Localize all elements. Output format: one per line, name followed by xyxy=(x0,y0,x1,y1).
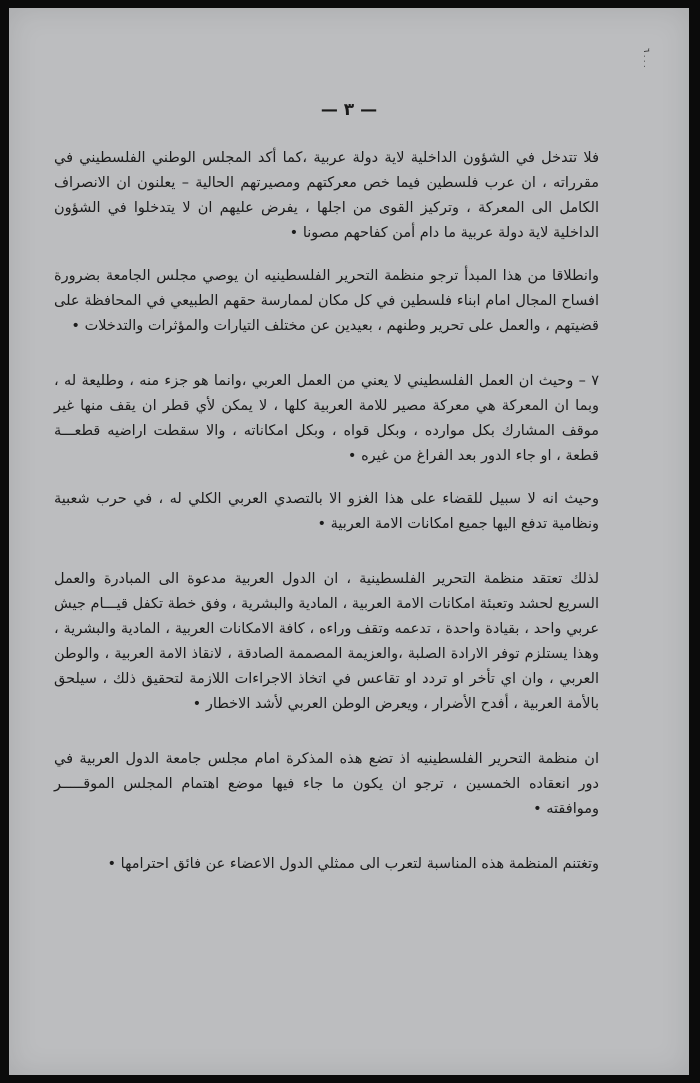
page-number: — ٣ — xyxy=(320,100,378,120)
paragraph-3: ٧ – وحيث ان العمل الفلسطيني لا يعني من العمل العربي ،وانما هو جزء منه ، وطليعة له ، وبما ان المعركة هي معركة مصير للامة العربية كلها ، لا يمكن لأي قطر ان يقف منها غير موقف المشارك بكل موارده ، وبكل قواه ، وبكل امكاناته ، والا سقطت اراضيه قطعـــة قطعة ، او جاء الدور بعد الفراغ من غيره • xyxy=(54,373,599,464)
document-page xyxy=(9,8,689,1075)
paragraph-7: وتغتنم المنظمة هذه المناسبة لتعرب الى ممثلي الدول الاعضاء عن فائق احترامها • xyxy=(107,856,599,872)
paragraph-4: وحيث انه لا سبيل للقضاء على هذا الغزو الا بالتصدي العربي الكلي له ، في حرب شعبية ونظامية تدفع اليها جميع امكانات الامة العربية • xyxy=(54,491,599,532)
document-body xyxy=(54,146,599,895)
paragraph-5: لذلك تعتقد منظمة التحرير الفلسطينية ، ان الدول العربية مدعوة الى المبادرة والعمل السريع لحشد وتعبئة امكانات الامة العربية ، المادية والبشرية ، وفق خطة تكفل قيـــام جيش عربي واحد ، بقيادة واحدة ، تدعمه وتقف وراءه ، كافة الامكانات العربية ، المادية والبشرية ، وهذا يستلزم توفر الارادة الصلبة ،والعزيمة المصممة الصادقة ، لانقاذ الامة العربية ، والوطن العربي ، وان اي تأخر او تردد او تقاعس في اتخاذ الاجراءات اللازمة لتحقيق ذلك ، سيلحق بالأمة العربية ، أفدح الأضرار ، ويعرض الوطن العربي لأشد الاخطار • xyxy=(54,571,599,712)
margin-annotation: ٦ . . . xyxy=(642,48,651,68)
paragraph-2: وانطلاقا من هذا المبدأ ترجو منظمة التحرير الفلسطينيه ان يوصي مجلس الجامعة بضرورة افساح المجال امام ابناء فلسطين في كل مكان لممارسة حقهم الطبيعي في المحافظة على قضيتهم ، والعمل على تحرير وطنهم ، بعيدين عن مختلف التيارات والمؤثرات والتدخلات • xyxy=(54,268,599,334)
paragraph-6: ان منظمة التحرير الفلسطينيه اذ تضع هذه المذكرة امام مجلس جامعة الدول العربية في دور انعقاده الخمسين ، ترجو ان يكون ما جاء فيها موضع اهتمام المجلس الموقـــــر وموافقته • xyxy=(54,751,599,817)
paragraph-1: فلا تتدخل في الشؤون الداخلية لاية دولة عربية ،كما أكد المجلس الوطني الفلسطيني في مقرراته ، ان عرب فلسطين فيما خص معركتهم ومصيرتهم الحالية – يعلنون ان الانصراف الكامل الى المعركة ، وتركيز القوى من اجلها ، يفرض عليهم ان لا يتدخلوا في الشؤون الداخلية لاية دولة عربية ما دام أمن كفاحهم مصونا • xyxy=(54,150,599,241)
